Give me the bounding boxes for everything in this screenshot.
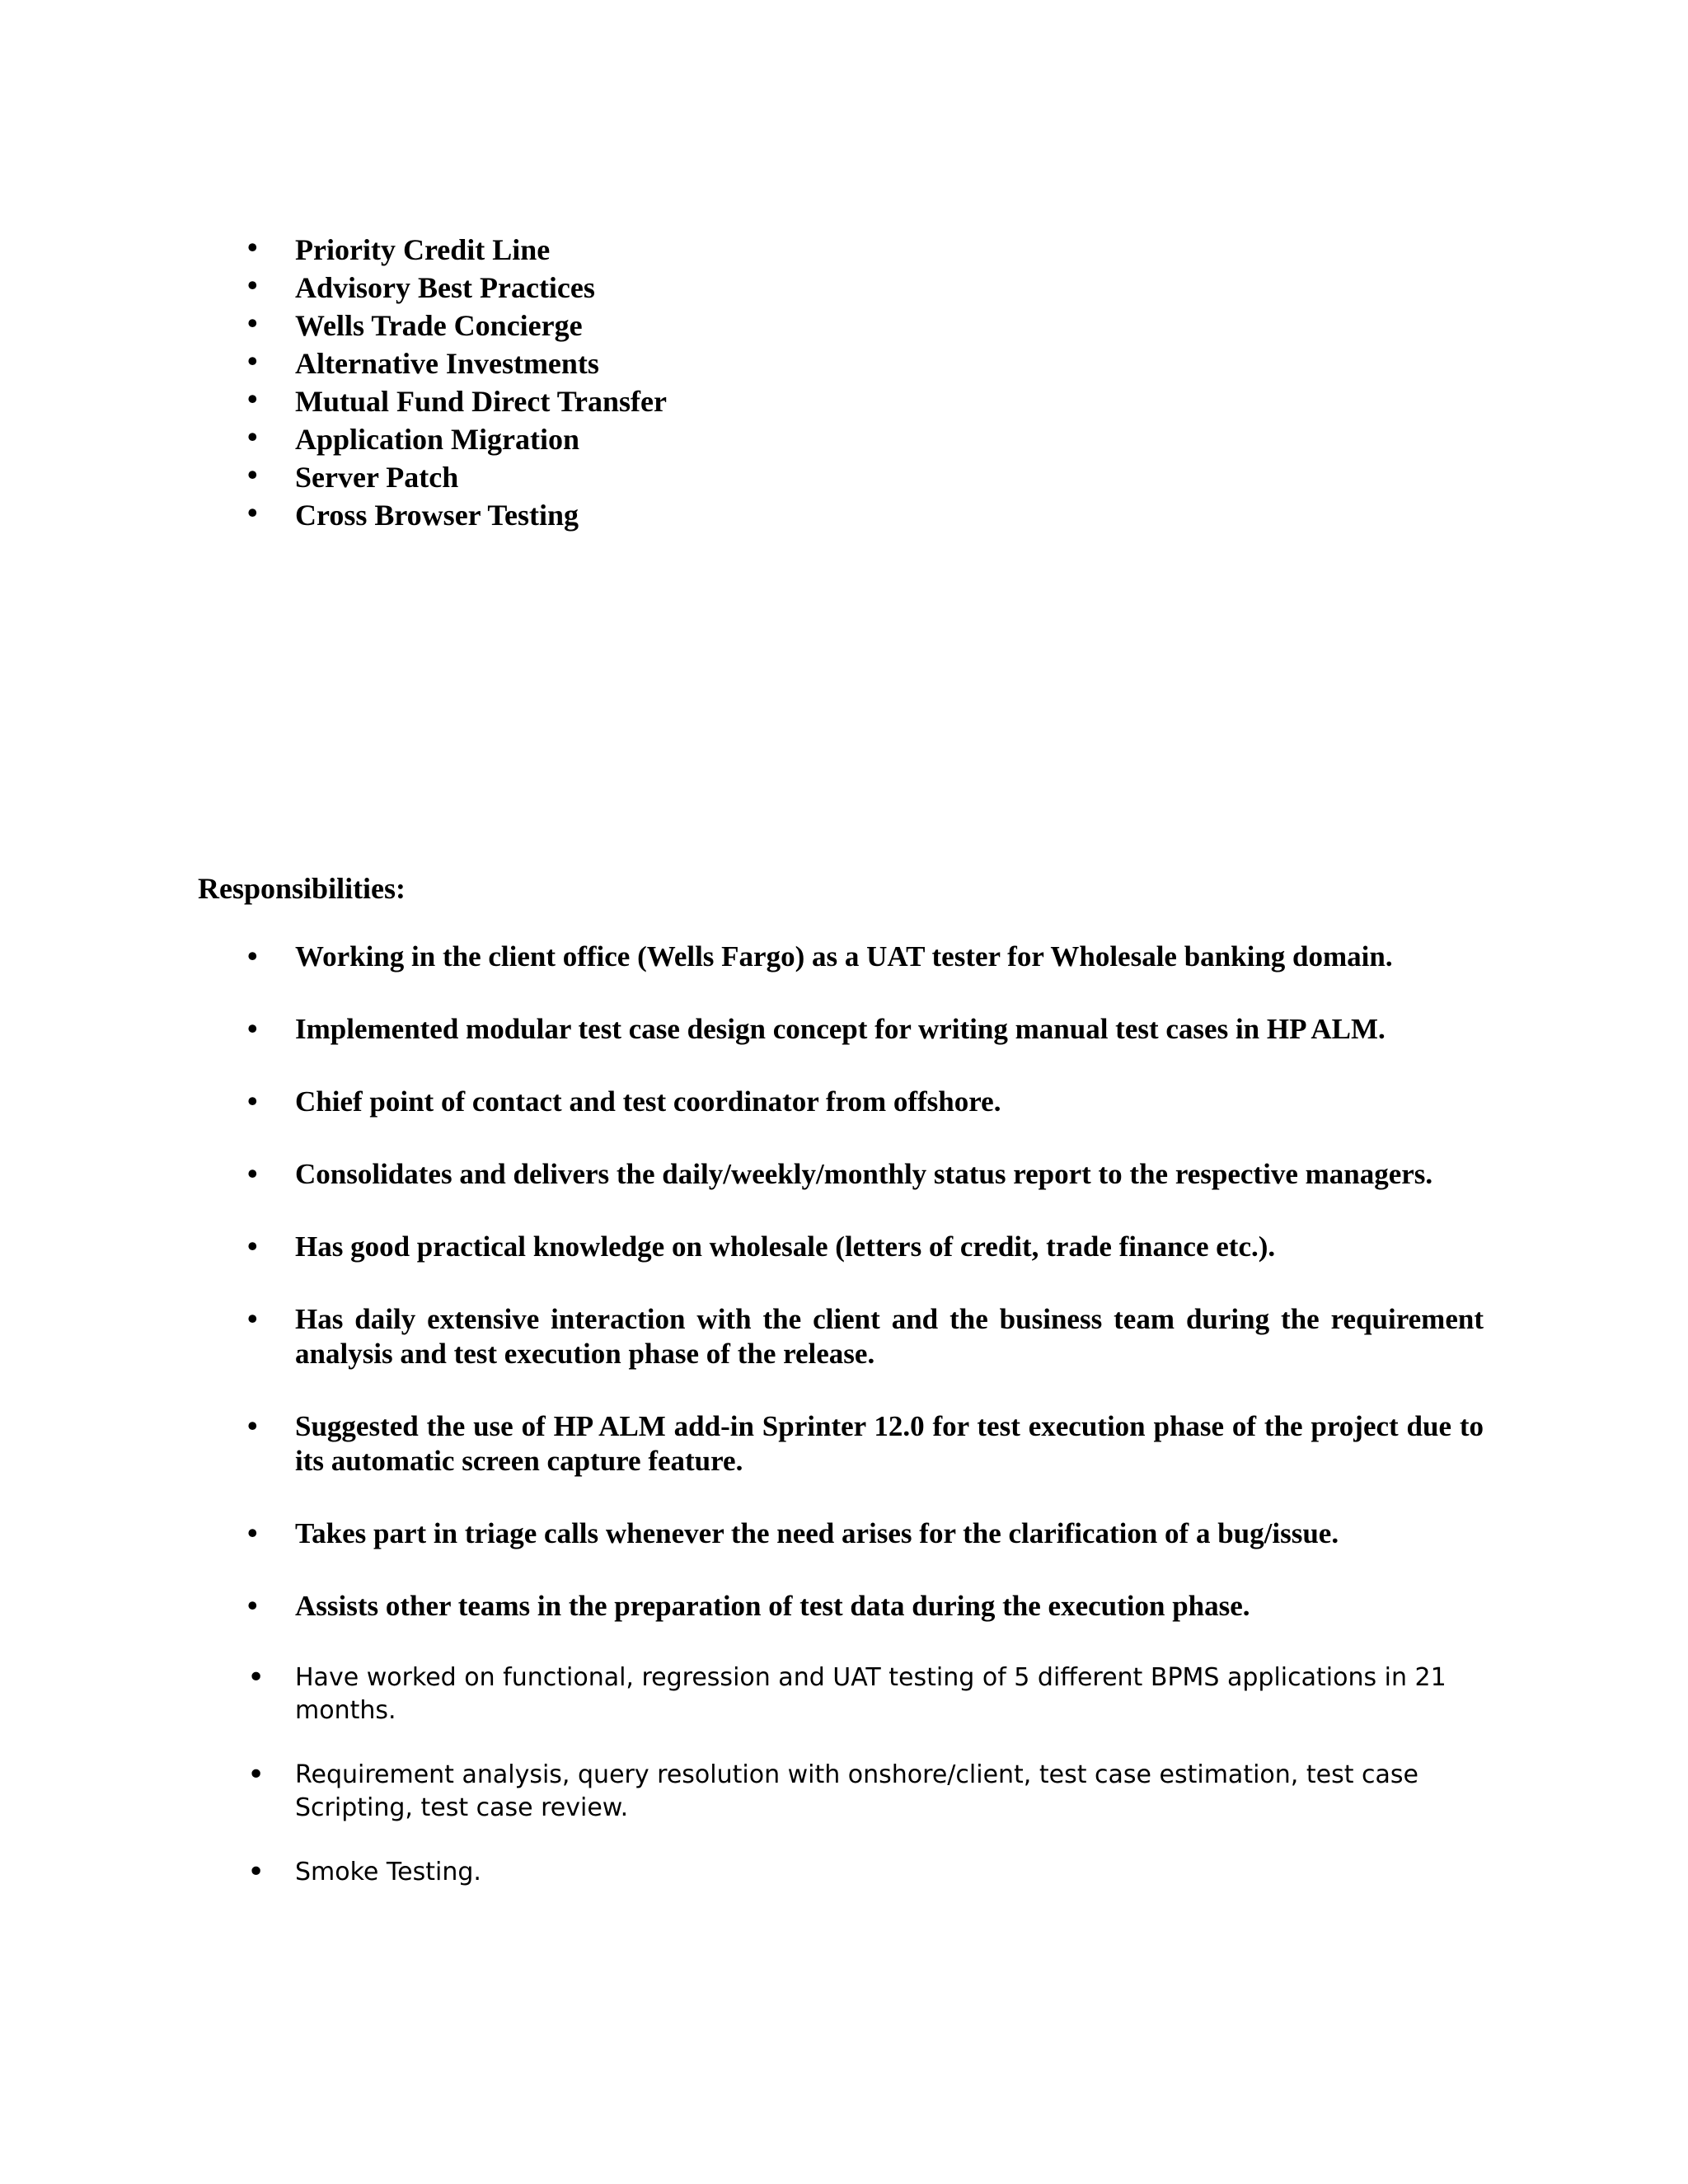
responsibilities-heading: Responsibilities: — [198, 872, 406, 905]
bullet-icon: • — [247, 1302, 258, 1335]
project-label: Alternative Investments — [295, 347, 599, 380]
project-label: Application Migration — [295, 423, 580, 456]
responsibility-item — [247, 1302, 1484, 1371]
project-item — [247, 420, 1236, 458]
responsibility-item — [247, 1409, 1484, 1479]
project-item — [247, 458, 1236, 496]
bullet-icon: • — [247, 382, 258, 415]
project-item — [247, 382, 1236, 420]
responsibility-text: Suggested the use of HP ALM add-in Sprinter 12.0 for test execution phase of the project due to its automatic screen capture feature. — [295, 1410, 1484, 1477]
responsibility-text: Implemented modular test case design concept for writing manual test cases in HP ALM. — [295, 1013, 1386, 1045]
responsibility-text: Smoke Testing. — [295, 1858, 481, 1886]
responsibility-text: Working in the client office (Wells Fargo) as a UAT tester for Wholesale banking domain. — [295, 940, 1393, 972]
bullet-icon: • — [247, 458, 258, 491]
bullet-icon: • — [247, 1012, 258, 1045]
project-label: Mutual Fund Direct Transfer — [295, 385, 667, 418]
responsibility-item — [247, 1230, 1484, 1264]
project-label: Server Patch — [295, 461, 459, 494]
project-label: Advisory Best Practices — [295, 271, 595, 304]
responsibility-item — [247, 1661, 1484, 1727]
responsibility-text: Chief point of contact and test coordinator from offshore. — [295, 1085, 1001, 1118]
bullet-icon: • — [247, 1085, 258, 1118]
responsibility-item — [247, 1759, 1484, 1825]
bullet-icon: • — [247, 1589, 258, 1622]
bullet-icon: • — [247, 1758, 265, 1792]
responsibility-text: Has good practical knowledge on wholesale (letters of credit, trade finance etc.). — [295, 1230, 1276, 1263]
bullet-icon: • — [247, 1409, 258, 1442]
bullet-icon: • — [247, 269, 258, 302]
project-item — [247, 269, 1236, 307]
responsibility-item — [247, 1085, 1484, 1119]
responsibility-item — [247, 1589, 1484, 1624]
responsibility-text: Assists other teams in the preparation of test data during the execution phase. — [295, 1590, 1250, 1622]
project-label: Cross Browser Testing — [295, 499, 579, 532]
bullet-icon: • — [247, 1516, 258, 1549]
responsibility-text: Consolidates and delivers the daily/weekly/monthly status report to the respective managers. — [295, 1158, 1433, 1190]
bullet-icon: • — [247, 1855, 265, 1889]
bullet-icon: • — [247, 1661, 265, 1694]
project-item — [247, 231, 1236, 269]
project-item — [247, 344, 1236, 382]
bullet-icon: • — [247, 231, 258, 264]
responsibility-text: Requirement analysis, query resolution with onshore/client, test case estimation, test case Scripting, test case review. — [295, 1760, 1418, 1822]
responsibilities-list — [247, 940, 1484, 1889]
project-item — [247, 496, 1236, 534]
bullet-icon: • — [247, 420, 258, 453]
responsibility-item — [247, 1516, 1484, 1551]
bullet-icon: • — [247, 496, 258, 529]
project-item — [247, 307, 1236, 344]
project-label: Priority Credit Line — [295, 233, 551, 266]
bullet-icon: • — [247, 1157, 258, 1190]
responsibility-item — [247, 1012, 1484, 1047]
bullet-icon: • — [247, 940, 258, 972]
project-list — [247, 231, 1236, 534]
responsibility-text: Have worked on functional, regression and UAT testing of 5 different BPMS applications in 21 months. — [295, 1663, 1447, 1725]
responsibility-item — [247, 1157, 1484, 1192]
responsibility-text: Takes part in triage calls whenever the need arises for the clarification of a bug/issue. — [295, 1517, 1339, 1549]
project-label: Wells Trade Concierge — [295, 309, 583, 342]
responsibility-item — [247, 1856, 1484, 1889]
responsibility-text: Has daily extensive interaction with the client and the business team during the requirement analysis and test execution phase of the release. — [295, 1303, 1484, 1370]
bullet-icon: • — [247, 307, 258, 340]
responsibility-item — [247, 940, 1484, 974]
bullet-icon: • — [247, 344, 258, 377]
bullet-icon: • — [247, 1230, 258, 1263]
